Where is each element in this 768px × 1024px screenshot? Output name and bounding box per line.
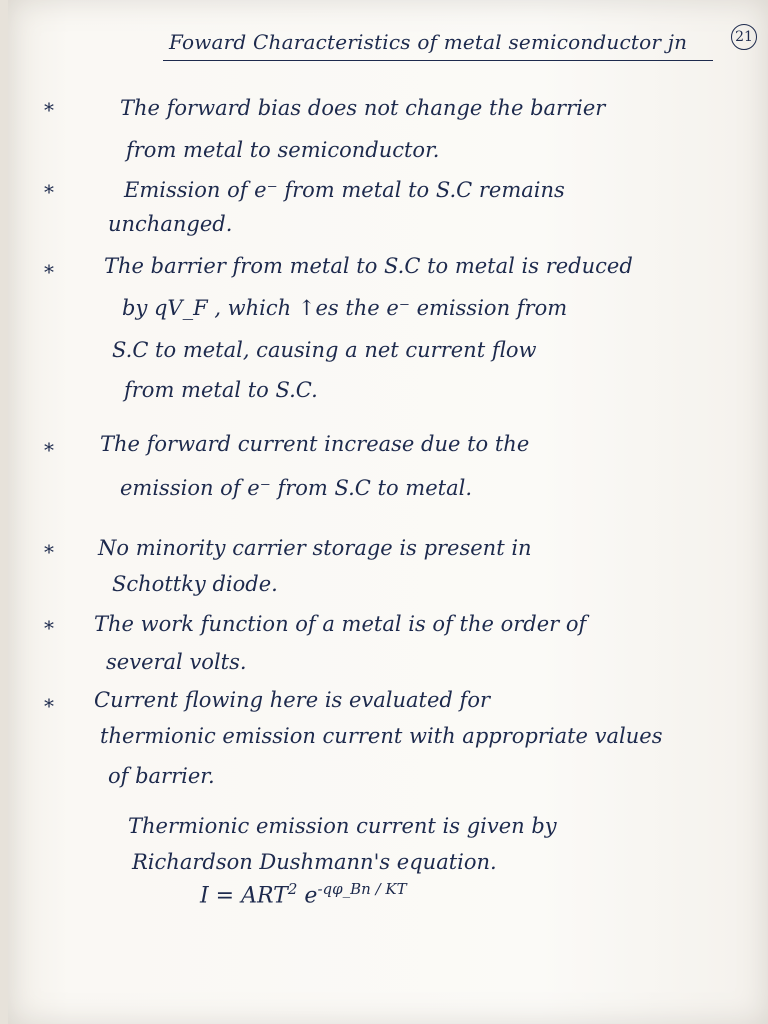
closing-line: Richardson Dushmann's equation. <box>132 850 497 874</box>
bullet-line: thermionic emission current with appropriate values <box>100 724 663 748</box>
bullet-star-icon: * <box>44 260 54 284</box>
bullet-star-icon: * <box>44 694 54 718</box>
bullet-line: by qV_F , which ↑es the e⁻ emission from <box>122 296 568 320</box>
bullet-line: The forward current increase due to the <box>100 432 530 456</box>
bullet-star-icon: * <box>44 616 54 640</box>
equation-exponent: -qφ_Bn / KT <box>317 880 407 898</box>
bullet-line: Schottky diode. <box>112 572 278 596</box>
bullet-star-icon: * <box>44 180 54 204</box>
bullet-line: The work function of a metal is of the order of <box>94 612 587 636</box>
bullet-star-icon: * <box>44 98 54 122</box>
page-number-badge: 21 <box>731 24 757 50</box>
bullet-line: from metal to semiconductor. <box>126 138 440 162</box>
bullet-line: No minority carrier storage is present in <box>98 536 532 560</box>
richardson-equation <box>200 880 407 908</box>
bullet-line: from metal to S.C. <box>124 378 318 402</box>
equation-base: e <box>304 883 318 909</box>
equation-lhs: I = ART <box>200 883 288 909</box>
bullet-line: unchanged. <box>108 212 233 236</box>
bullet-line: The forward bias does not change the barrier <box>120 96 606 120</box>
bullet-line: Current flowing here is evaluated for <box>94 688 490 712</box>
page-title: Foward Characteristics of metal semiconductor jn <box>169 30 688 54</box>
bullet-star-icon: * <box>44 438 54 462</box>
bullet-line: The barrier from metal to S.C to metal is reduced <box>104 254 633 278</box>
bullet-line: Emission of e⁻ from metal to S.C remains <box>124 178 565 202</box>
equation-power: 2 <box>287 880 298 898</box>
bullet-star-icon: * <box>44 540 54 564</box>
bullet-line: several volts. <box>106 650 247 674</box>
bullet-line: emission of e⁻ from S.C to metal. <box>120 476 472 500</box>
notebook-page <box>8 0 768 1024</box>
bullet-line: S.C to metal, causing a net current flow <box>112 338 537 362</box>
bullet-line: of barrier. <box>108 764 215 788</box>
closing-line: Thermionic emission current is given by <box>128 814 557 838</box>
